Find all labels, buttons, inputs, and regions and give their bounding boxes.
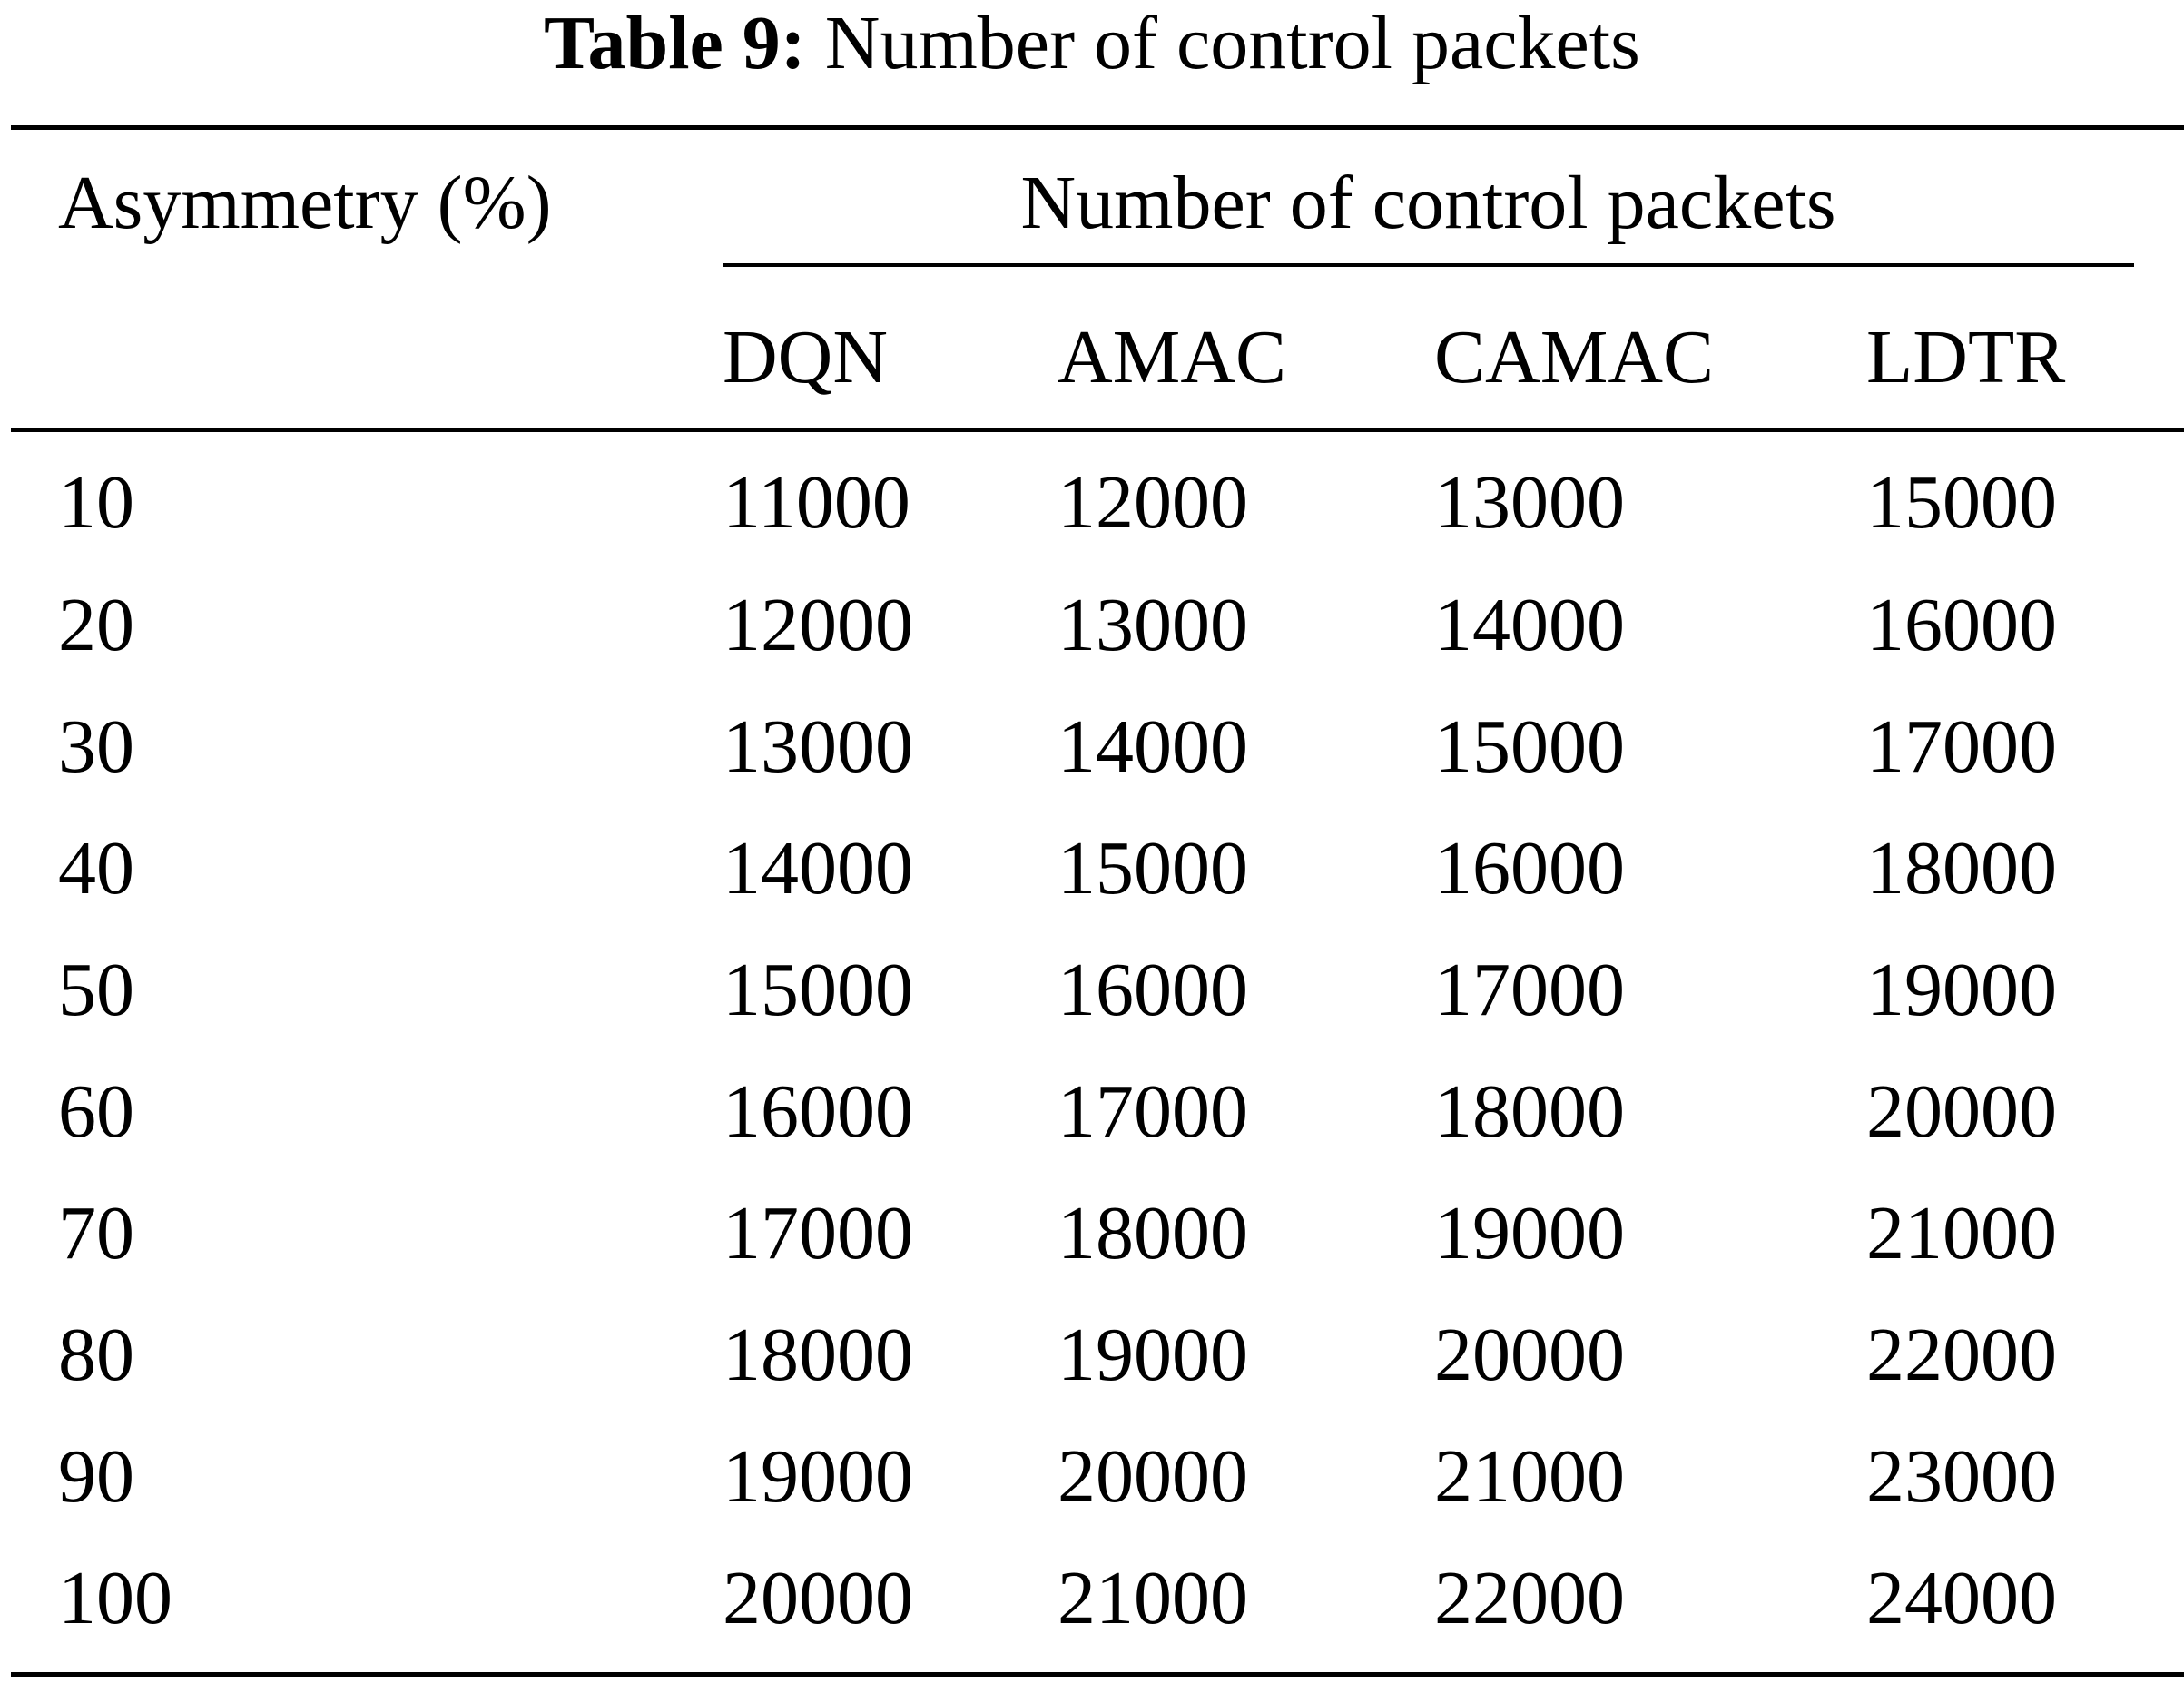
ldtr-cell: 15000 (1866, 460, 2057, 545)
amac-cell: 17000 (1058, 1069, 1248, 1154)
ldtr-cell: 18000 (1866, 826, 2057, 910)
asymmetry-cell: 10 (58, 460, 134, 545)
asymmetry-cell: 50 (58, 948, 134, 1032)
amac-cell: 20000 (1058, 1434, 1248, 1519)
ldtr-cell: 22000 (1866, 1313, 2057, 1397)
group-header-rule (723, 263, 2134, 267)
camac-cell: 16000 (1434, 826, 1625, 910)
dqn-cell: 17000 (723, 1191, 913, 1275)
dqn-cell: 12000 (723, 583, 913, 667)
asymmetry-cell: 60 (58, 1069, 134, 1154)
dqn-cell: 13000 (723, 704, 913, 789)
row-header-asymmetry: Asymmetry (%) (58, 161, 552, 245)
asymmetry-cell: 80 (58, 1313, 134, 1397)
amac-cell: 19000 (1058, 1313, 1248, 1397)
ldtr-cell: 16000 (1866, 583, 2057, 667)
ldtr-cell: 20000 (1866, 1069, 2057, 1154)
group-header: Number of control packets (1020, 161, 1836, 245)
camac-cell: 15000 (1434, 704, 1625, 789)
column-header-amac: AMAC (1058, 315, 1287, 399)
ldtr-cell: 21000 (1866, 1191, 2057, 1275)
dqn-cell: 19000 (723, 1434, 913, 1519)
dqn-cell: 20000 (723, 1556, 913, 1640)
asymmetry-cell: 20 (58, 583, 134, 667)
asymmetry-cell: 90 (58, 1434, 134, 1519)
amac-cell: 18000 (1058, 1191, 1248, 1275)
camac-cell: 20000 (1434, 1313, 1625, 1397)
ldtr-cell: 24000 (1866, 1556, 2057, 1640)
camac-cell: 21000 (1434, 1434, 1625, 1519)
amac-cell: 14000 (1058, 704, 1248, 789)
dqn-cell: 16000 (723, 1069, 913, 1154)
table-header-rule (11, 428, 2184, 432)
asymmetry-cell: 100 (58, 1556, 172, 1640)
asymmetry-cell: 30 (58, 704, 134, 789)
ldtr-cell: 19000 (1866, 948, 2057, 1032)
column-header-dqn: DQN (723, 315, 888, 399)
ldtr-cell: 23000 (1866, 1434, 2057, 1519)
camac-cell: 17000 (1434, 948, 1625, 1032)
amac-cell: 16000 (1058, 948, 1248, 1032)
amac-cell: 21000 (1058, 1556, 1248, 1640)
amac-cell: 15000 (1058, 826, 1248, 910)
camac-cell: 19000 (1434, 1191, 1625, 1275)
camac-cell: 22000 (1434, 1556, 1625, 1640)
amac-cell: 13000 (1058, 583, 1248, 667)
camac-cell: 18000 (1434, 1069, 1625, 1154)
table-caption (0, 0, 2184, 87)
caption-text: Number of control packets (824, 1, 1640, 85)
dqn-cell: 15000 (723, 948, 913, 1032)
table-bottom-rule (11, 1672, 2184, 1677)
asymmetry-cell: 40 (58, 826, 134, 910)
camac-cell: 14000 (1434, 583, 1625, 667)
table-top-rule (11, 125, 2184, 130)
column-header-camac: CAMAC (1434, 315, 1715, 399)
dqn-cell: 18000 (723, 1313, 913, 1397)
asymmetry-cell: 70 (58, 1191, 134, 1275)
caption-label: Table 9: (544, 1, 806, 85)
camac-cell: 13000 (1434, 460, 1625, 545)
dqn-cell: 14000 (723, 826, 913, 910)
column-header-ldtr: LDTR (1866, 315, 2066, 399)
amac-cell: 12000 (1058, 460, 1248, 545)
ldtr-cell: 17000 (1866, 704, 2057, 789)
dqn-cell: 11000 (723, 460, 910, 545)
